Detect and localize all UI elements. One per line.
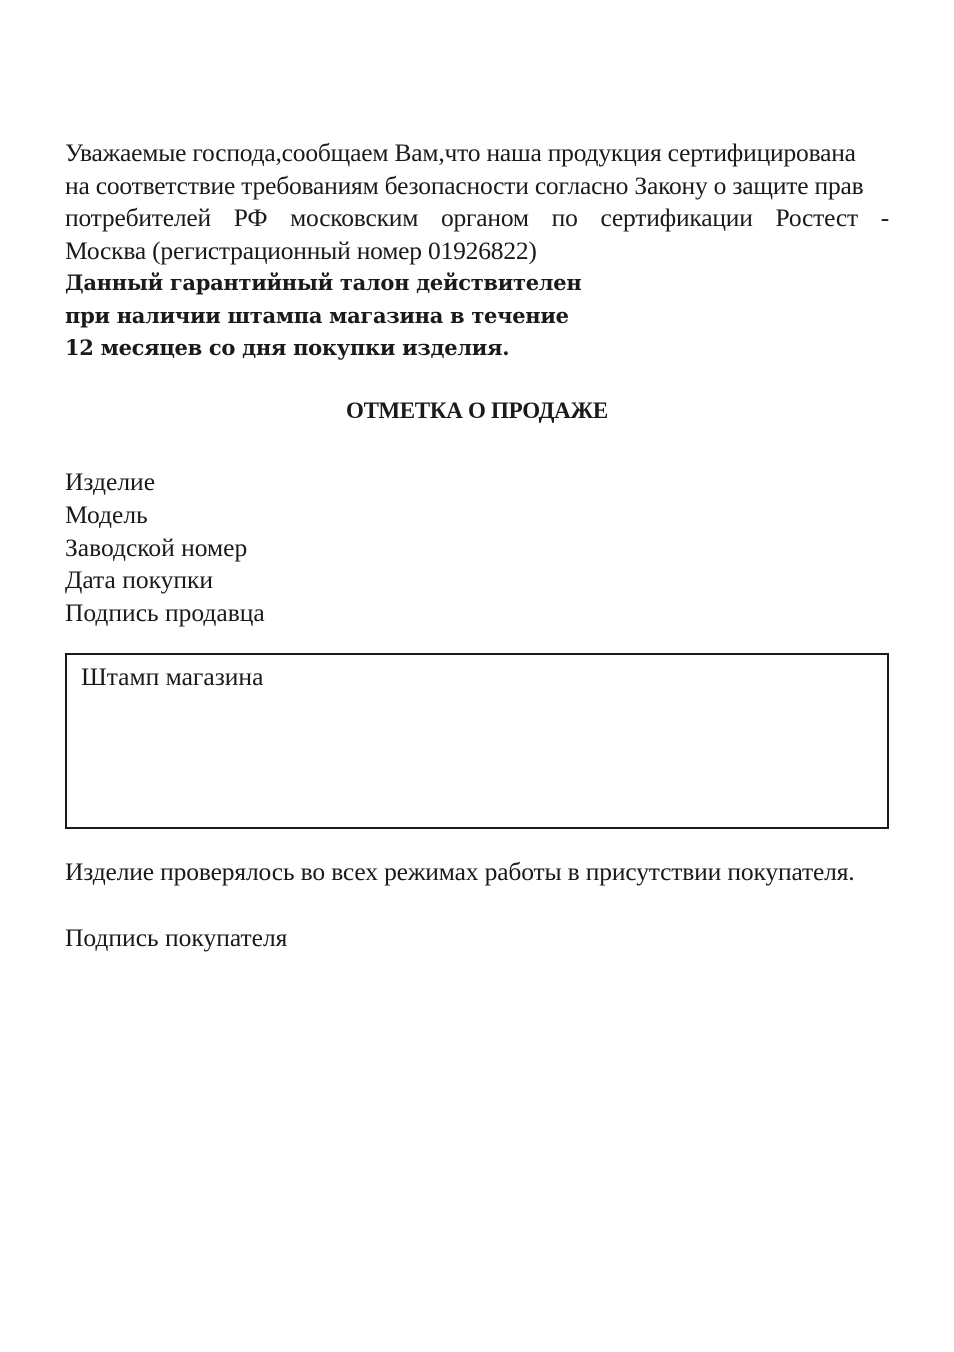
store-stamp-box	[65, 653, 889, 829]
intro-line-2: на соответствие требованиям безопасности согласно Закону о защите прав	[65, 170, 864, 200]
field-purchase-date: Дата покупки	[65, 565, 214, 595]
intro-line-1: Уважаемые господа,сообщаем Вам,что наша продукция сертифицирована	[65, 138, 856, 167]
sale-fields	[65, 466, 265, 630]
warranty-line-1: Данный гарантийный талон действителен	[65, 270, 582, 295]
field-product: Изделие	[65, 467, 156, 496]
certification-notice	[65, 137, 889, 267]
intro-line-4: Москва (регистрационный номер 01926822)	[65, 235, 537, 265]
field-serial-number: Заводской номер	[65, 532, 248, 562]
field-model: Модель	[65, 499, 148, 529]
sale-section-title: ОТМЕТКА О ПРОДАЖЕ	[346, 398, 608, 423]
warranty-line-3: 12 месяцев со дня покупки изделия.	[65, 335, 510, 360]
checked-statement: Изделие проверялось во всех режимах работы в присутствии покупателя.	[65, 857, 855, 886]
intro-line-3: потребителей РФ московским органом по сертификации Ростест -	[65, 203, 889, 232]
warranty-validity-notice	[65, 267, 889, 365]
store-stamp-label: Штамп магазина	[81, 662, 264, 691]
field-seller-signature: Подпись продавца	[65, 598, 265, 628]
warranty-card-page	[65, 137, 889, 952]
buyer-signature-label: Подпись покупателя	[65, 923, 288, 952]
warranty-line-2: при наличии штампа магазина в течение	[65, 302, 569, 328]
